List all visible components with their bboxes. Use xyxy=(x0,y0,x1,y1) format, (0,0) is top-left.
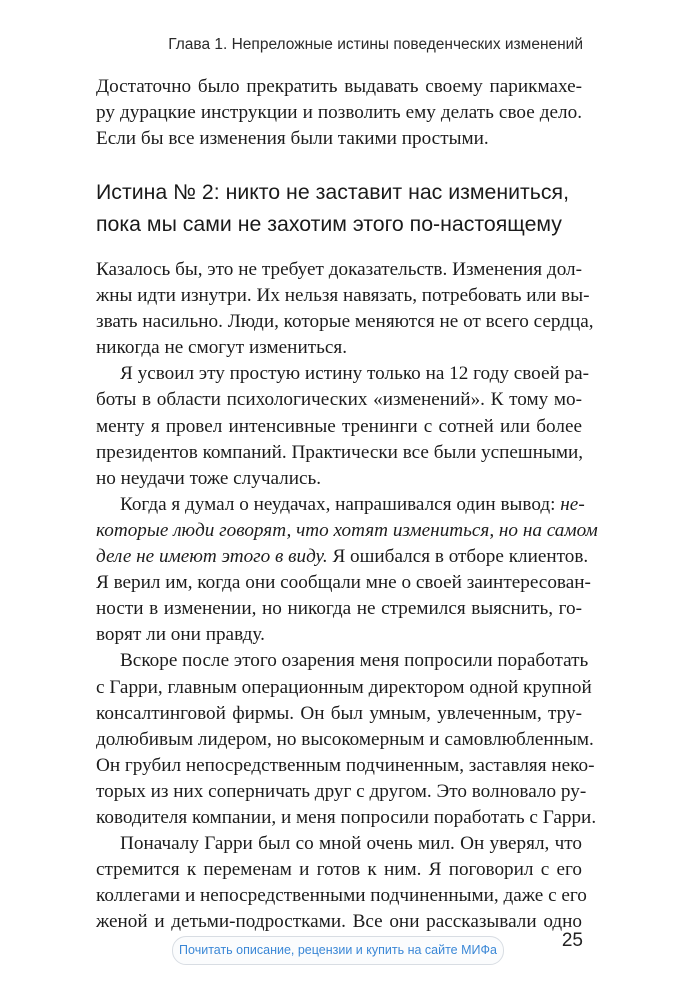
text-line: звать насильно. Люди, которые меняются не от всего сердца, xyxy=(96,311,594,333)
text-line-mixed xyxy=(96,544,589,570)
text-line: Казалось бы, это не требует доказательств. Изменения дол- xyxy=(96,259,582,280)
text-line: стремится к переменам и готов к ним. Я поговорил с его xyxy=(96,859,582,881)
text-line: долюбивым лидером, но высокомерным и самовлюбленным. xyxy=(96,728,594,750)
italic-run: деле не имеют этого в виду. xyxy=(96,546,328,568)
text-line-italic xyxy=(96,518,598,544)
text-line: торых из них соперничать друг с другом. Это волновало ру- xyxy=(96,780,587,802)
intro-paragraph xyxy=(96,74,582,152)
text-line: ности в изменении, но никогда не стремился выяснить, го- xyxy=(96,598,582,620)
promo-link[interactable]: Почитать описание, рецензии и купить на сайте МИФа xyxy=(172,936,504,965)
text-line: консалтинговой фирмы. Он был умным, увлеченным, тру- xyxy=(96,702,582,724)
text-line: никогда не смогут измениться. xyxy=(96,337,347,359)
text-line: президентов компаний. Практически все были успешными, xyxy=(96,441,584,463)
section-heading xyxy=(96,176,582,240)
text-line: с Гарри, главным операционным директором одной крупной xyxy=(96,676,592,698)
heading-line: пока мы сами не захотим этого по-настоящему xyxy=(96,212,562,236)
text-line-mixed xyxy=(96,492,585,518)
text-line: жны идти изнутри. Их нельзя навязать, потребовать или вы- xyxy=(96,285,590,307)
text-line: Если бы все изменения были такими простыми. xyxy=(96,128,489,150)
text-line: ководителя компании, и меня попросили поработать с Гарри. xyxy=(96,806,597,828)
page-number: 25 xyxy=(561,930,583,951)
text-line: Поначалу Гарри был со мной очень мил. Он уверял, что xyxy=(120,833,582,855)
text-line: Вскоре после этого озарения меня попросили поработать xyxy=(120,650,589,672)
italic-run: которые люди говорят, что хотят измениться, но на самом xyxy=(96,519,598,541)
text-line: менту я провел интенсивные тренинги с сотней или более xyxy=(96,415,582,437)
text-line: ворят ли они правду. xyxy=(96,624,265,646)
text-line: коллегами и непосредственными подчиненными, даже с его xyxy=(96,885,587,907)
text-line: Достаточно было прекратить выдавать своему парикмахе- xyxy=(96,76,582,97)
text-line: женой и детьми-подростками. Все они рассказывали одно xyxy=(96,911,582,933)
text-line: Я усвоил эту простую истину только на 12 году своей ра- xyxy=(120,363,590,385)
running-header: Глава 1. Непреложные истины поведенческих изменений xyxy=(168,36,583,53)
text-line: но неудачи тоже случались. xyxy=(96,467,322,489)
text-line: Я верил им, когда они сообщали мне о своей заинтересован- xyxy=(96,572,591,594)
text-run: Я ошибался в отборе клиентов. xyxy=(327,546,589,568)
italic-run: не- xyxy=(560,493,585,515)
main-text xyxy=(96,257,598,935)
text-line: боты в области психологических «изменений». К тому мо- xyxy=(96,389,582,411)
text-run: Когда я думал о неудачах, напрашивался один вывод: xyxy=(120,493,561,515)
text-line: Он грубил непосредственным подчиненным, заставляя неко- xyxy=(96,754,595,776)
heading-line: Истина № 2: никто не заставит нас измениться, xyxy=(96,180,570,204)
text-line: ру дурацкие инструкции и позволить ему делать свое дело. xyxy=(96,102,582,124)
